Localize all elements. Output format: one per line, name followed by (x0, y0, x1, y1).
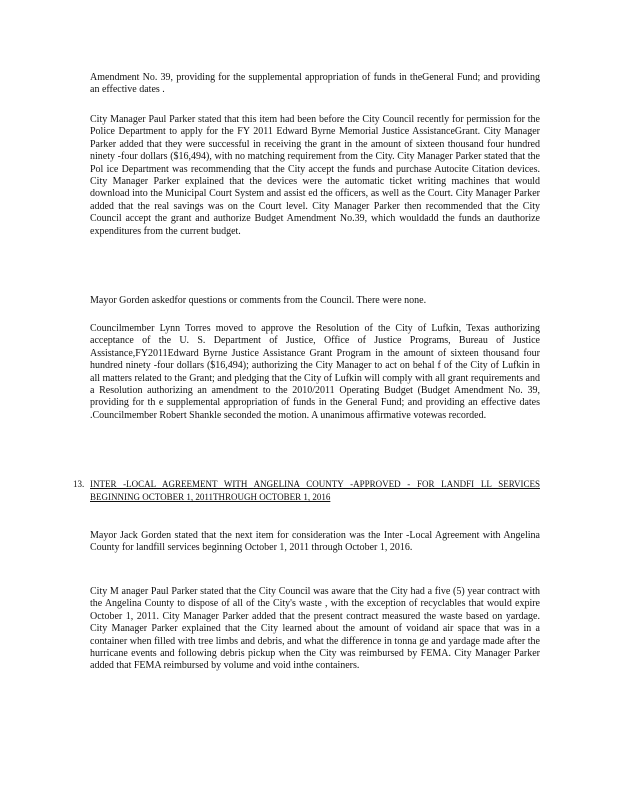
paragraph-mayor-questions: Mayor Gorden askedfor questions or comments from the Council. There were none. (90, 295, 427, 306)
paragraph-budget-amendment-end: Amendment No. 39, providing for the supplemental appropriation of funds in theGeneral Fund; and providing an effective dates . (90, 72, 540, 96)
agenda-item-heading: INTER -LOCAL AGREEMENT WITH ANGELINA COUNTY -APPROVED - FOR LANDFI LL SERVICES BEGINNING OCTOBER 1, 2011THROUGH OCTOBER 1, 2016 (90, 479, 540, 502)
agenda-item-number: 13. (73, 479, 85, 489)
paragraph-mayor-interlocal: Mayor Jack Gorden stated that the next item for consideration was the Inter -Local Agreement with Angelina County for landfill services beginning October 1, 2011 through October 1, 2016. (90, 530, 540, 554)
paragraph-city-manager-landfill: City M anager Paul Parker stated that the City Council was aware that the City had a five (5) year contract with the Angelina County to dispose of all of the City's waste , with the exception of recyclables that would expire October 1, 2011. City Manager Parker added that the present contract measured the waste based on yardage. City Manager Parker explained that the City learned about the amount of voidand air space that was in a container when filled with tree limbs and debris, and what the difference in tonna ge and yardage made after the hurricane events and following debris pickup when the City was reimbursed by FEMA. City Manager Parker added that FEMA reimbursed by volume and void inthe containers. (90, 586, 540, 672)
paragraph-city-manager-grant: City Manager Paul Parker stated that this item had been before the City Council recently for permission for the Police Department to apply for the FY 2011 Edward Byrne Memorial Justice AssistanceGrant. City Manager Parker added that they were successful in receiving the grant in the amount of sixteen thousand four hundred ninety -four dollars ($16,494), with no matching requirement from the City. City Manager Parker stated that the Pol ice Department was recommending that the City accept the funds and purchase Autocite Citation devices. City Manager Parker explained that the devices were the automatic ticket writing machines that would download into the Municipal Court System and assist ed the officers, as well as the Court. City Manager Parker added that the real savings was on the Court level. City Manager Parker then recommended that the City Council accept the grant and authorize Budget Amendment No.39, which wouldadd the funds an dauthorize expenditures from the current budget. (90, 114, 540, 237)
paragraph-motion-resolution: Councilmember Lynn Torres moved to approve the Resolution of the City of Lufkin, Texas authorizing acceptance of the U. S. Department of Justice, Office of Justice Programs, Bureau of Justice Assistance,FY2011Edward Byrne Justice Assistance Grant Program in the amount of sixteen thousand four hundred ninety -four dollars ($16,494); authorizing the City Manager to act on behal f of the City of Lufkin in all matters related to the Grant; and pledging that the City of Lufkin will comply with all grant requirements and a Resolution authorizing an amendment to the 2010/2011 Operating Budget (Budget Amendment No. 39, providing for th e supplemental appropriation of funds in the General Fund; and providing an effective dates .Councilmember Robert Shankle seconded the motion. A unanimous affirmative votewas recorded. (90, 323, 540, 421)
